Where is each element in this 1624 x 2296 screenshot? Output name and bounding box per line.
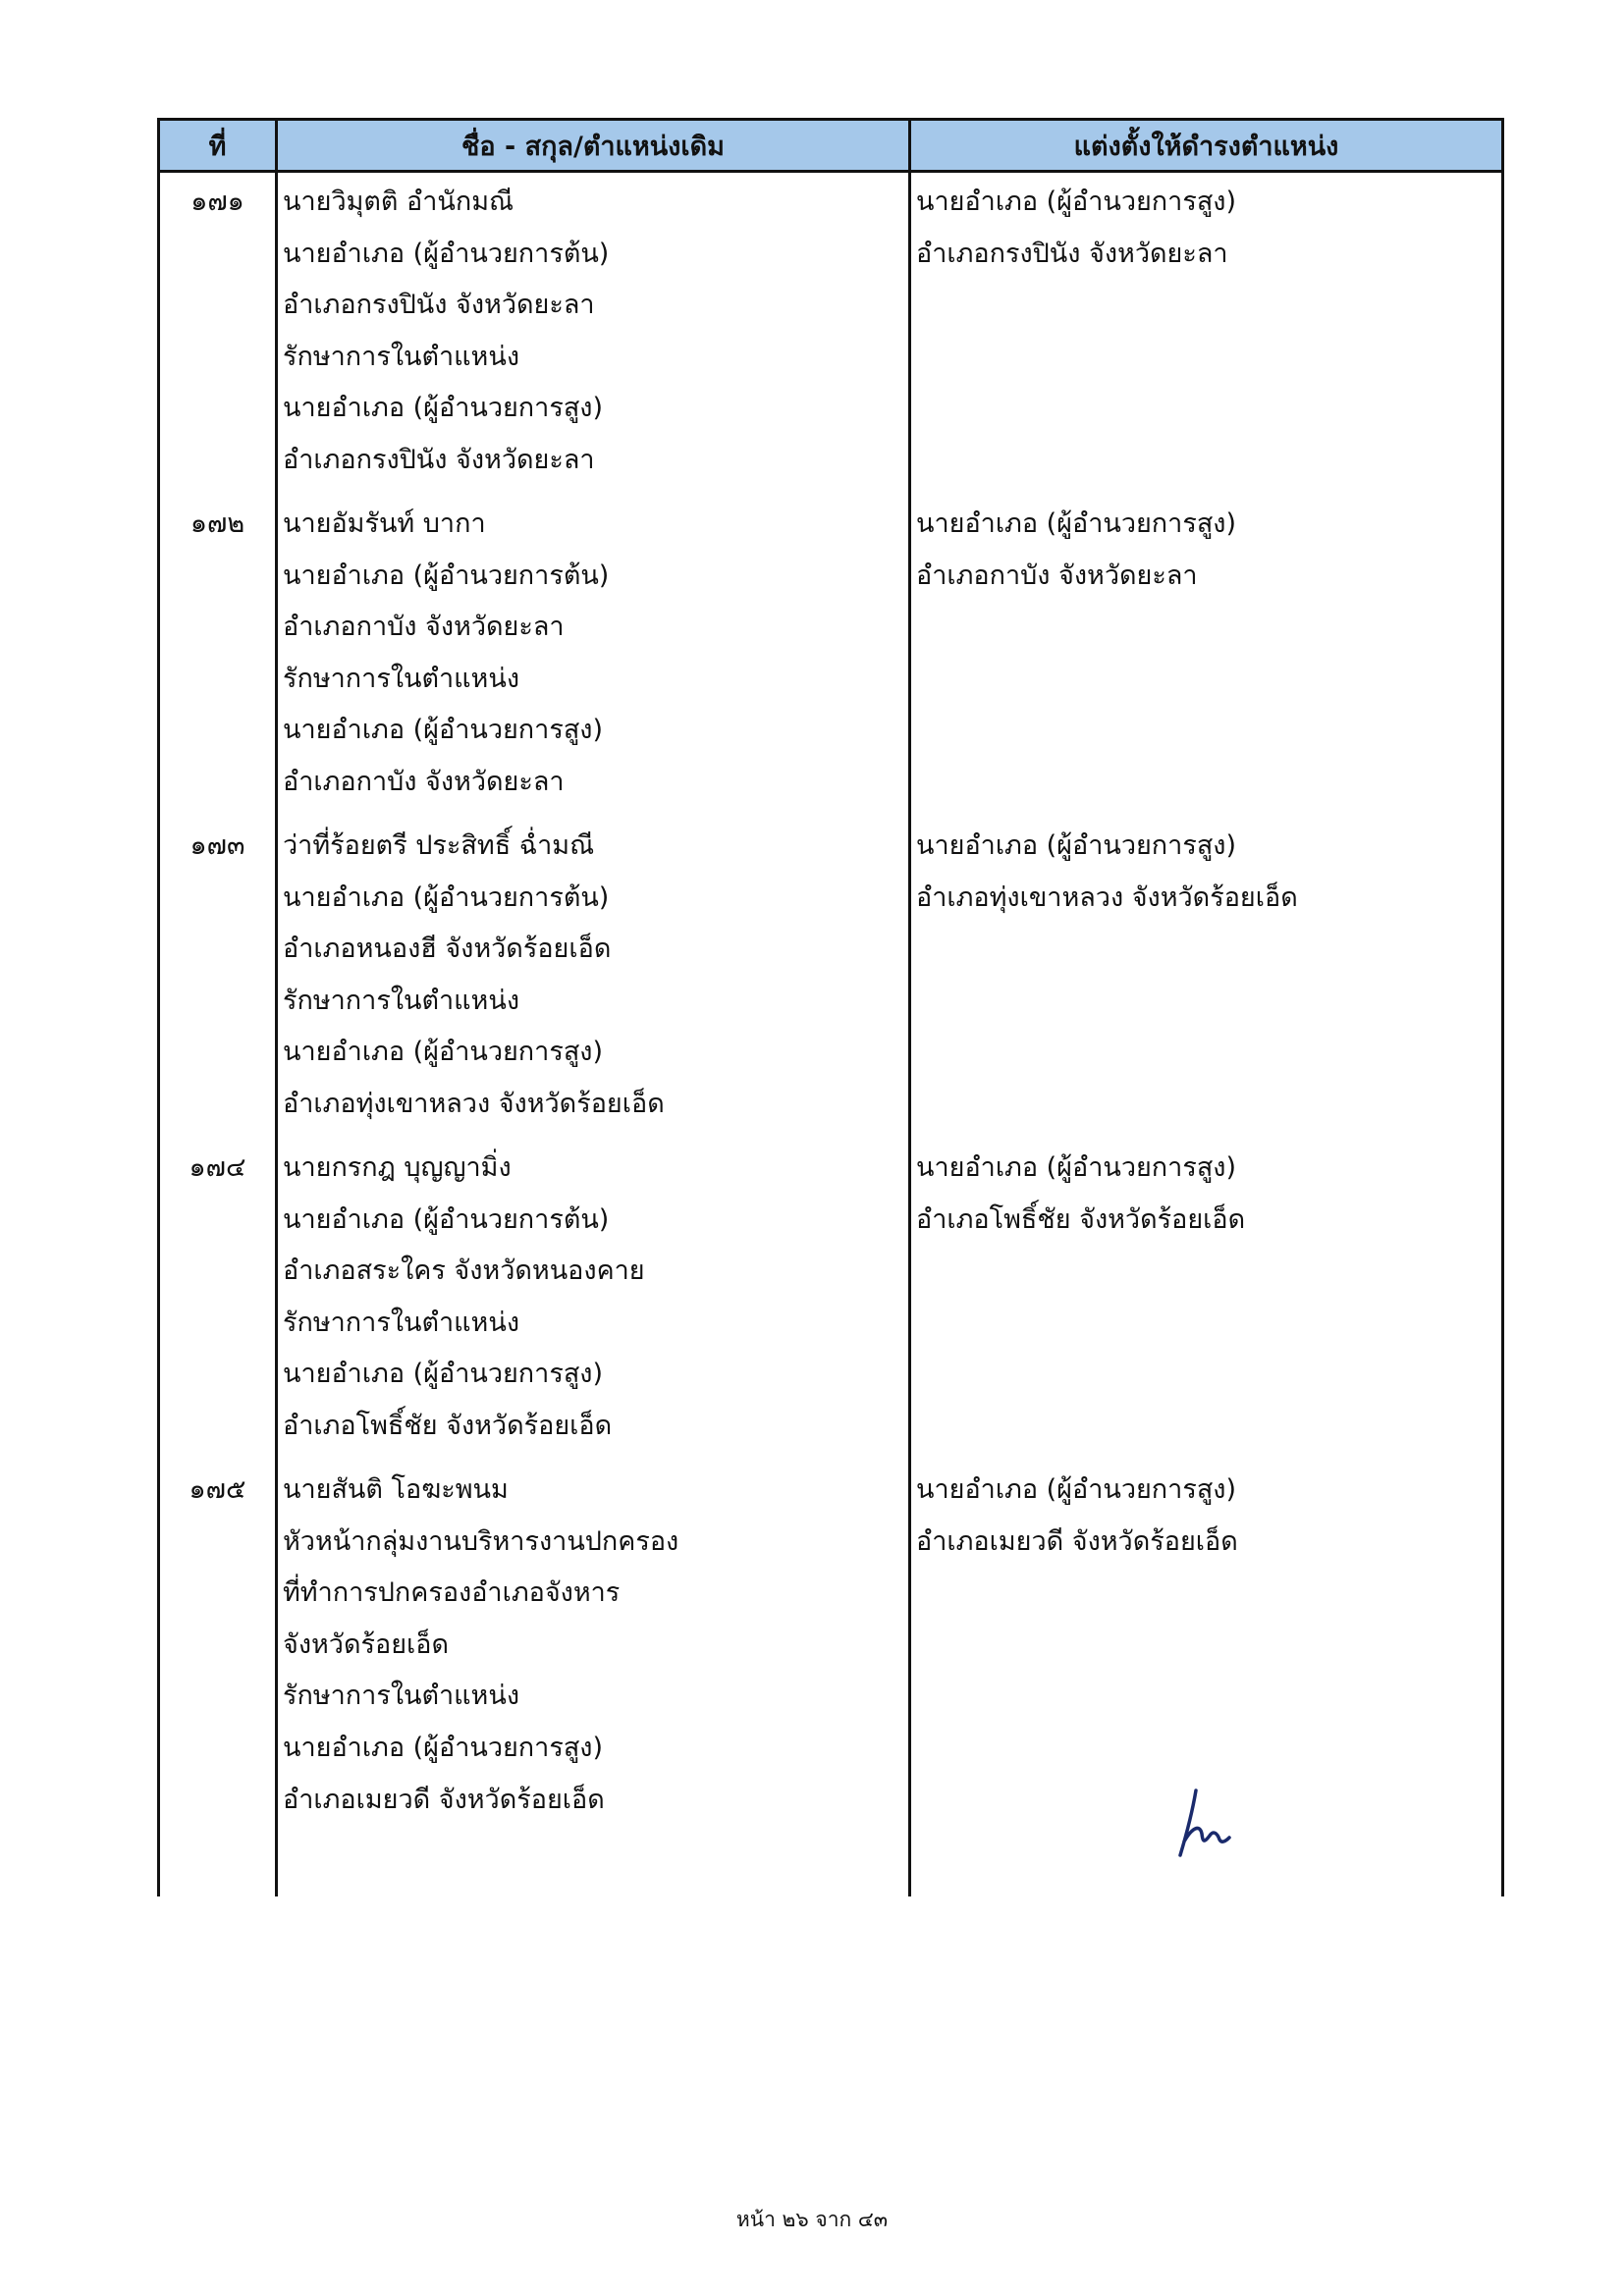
appointment-table xyxy=(157,118,1504,1896)
old-position-line: นายอำเภอ (ผู้อำนวยการสูง) xyxy=(283,1732,604,1763)
old-position-line: อำเภอกาบัง จังหวัดยะลา xyxy=(283,766,565,797)
appointment-line: อำเภอเมยวดี จังหวัดร้อยเอ็ด xyxy=(916,1525,1238,1557)
old-position-line: อำเภอทุ่งเขาหลวง จังหวัดร้อยเอ็ด xyxy=(283,1088,665,1119)
person-name: ว่าที่ร้อยตรี ประสิทธิ์ ฉ่ำมณี xyxy=(283,830,595,861)
old-position-line: นายอำเภอ (ผู้อำนวยการสูง) xyxy=(283,715,604,746)
appointment-line: นายอำเภอ (ผู้อำนวยการสูง) xyxy=(916,1152,1237,1183)
appointment-line: อำเภอโพธิ์ชัย จังหวัดร้อยเอ็ด xyxy=(916,1203,1246,1235)
appointment-cell xyxy=(916,177,1495,280)
old-position-line: นายอำเภอ (ผู้อำนวยการต้น) xyxy=(283,881,610,913)
row-number: ๑๗๒ xyxy=(189,508,245,539)
old-position-line: รักษาการในตำแหน่ง xyxy=(283,341,519,372)
person-name: นายกรกฎ บุญญามิ่ง xyxy=(283,1152,512,1183)
row-number: ๑๗๓ xyxy=(189,830,245,861)
name-position-cell xyxy=(283,177,901,487)
appointment-line: นายอำเภอ (ผู้อำนวยการสูง) xyxy=(916,508,1237,539)
appointment-cell xyxy=(916,1465,1495,1568)
person-name: นายสันติ โอฆะพนม xyxy=(283,1474,509,1505)
header-name-position: ชื่อ - สกุล/ตำแหน่งเดิม xyxy=(278,121,911,170)
row-number: ๑๗๔ xyxy=(189,1152,246,1183)
old-position-line: อำเภอเมยวดี จังหวัดร้อยเอ็ด xyxy=(283,1784,605,1815)
old-position-line: จังหวัดร้อยเอ็ด xyxy=(283,1629,450,1660)
row-number: ๑๗๑ xyxy=(190,187,244,217)
appointment-line: นายอำเภอ (ผู้อำนวยการสูง) xyxy=(916,187,1237,217)
old-position-line: นายอำเภอ (ผู้อำนวยการต้น) xyxy=(283,1203,610,1235)
appointment-line: นายอำเภอ (ผู้อำนวยการสูง) xyxy=(916,1474,1237,1505)
old-position-line: รักษาการในตำแหน่ง xyxy=(283,663,519,694)
old-position-line: อำเภอกรงปินัง จังหวัดยะลา xyxy=(283,444,595,475)
old-position-line: นายอำเภอ (ผู้อำนวยการต้น) xyxy=(283,560,610,591)
old-position-line: รักษาการในตำแหน่ง xyxy=(283,1307,519,1338)
old-position-line: อำเภอหนองฮี จังหวัดร้อยเอ็ด xyxy=(283,934,612,965)
old-position-line: นายอำเภอ (ผู้อำนวยการสูง) xyxy=(283,1359,604,1390)
header-appointment: แต่งตั้งให้ดำรงตำแหน่ง xyxy=(1073,131,1339,162)
appointment-cell xyxy=(916,821,1495,924)
column-divider xyxy=(275,173,278,1896)
old-position-line: อำเภอกาบัง จังหวัดยะลา xyxy=(283,612,565,643)
page-number: หน้า ๒๖ จาก ๔๓ xyxy=(735,2208,889,2231)
appointment-cell xyxy=(916,1143,1495,1246)
old-position-line: รักษาการในตำแหน่ง xyxy=(283,1681,519,1712)
old-position-line: อำเภอโพธิ์ชัย จังหวัดร้อยเอ็ด xyxy=(283,1410,613,1441)
signature-mark xyxy=(1174,1785,1233,1863)
old-position-line: นายอำเภอ (ผู้อำนวยการสูง) xyxy=(283,1037,604,1068)
appointment-line: อำเภอกาบัง จังหวัดยะลา xyxy=(916,560,1198,591)
person-name: นายวิมุตติ อำนักมณี xyxy=(283,187,514,217)
old-position-line: อำเภอกรงปินัง จังหวัดยะลา xyxy=(283,290,595,321)
name-position-cell xyxy=(283,1143,901,1453)
old-position-line: รักษาการในตำแหน่ง xyxy=(283,985,519,1016)
old-position-line: นายอำเภอ (ผู้อำนวยการต้น) xyxy=(283,238,610,269)
name-position-cell xyxy=(283,499,901,809)
old-position-line: นายอำเภอ (ผู้อำนวยการสูง) xyxy=(283,393,604,424)
table-header xyxy=(160,118,1501,173)
appointment-line: อำเภอทุ่งเขาหลวง จังหวัดร้อยเอ็ด xyxy=(916,881,1298,913)
column-divider xyxy=(908,173,911,1896)
appointment-line: อำเภอกรงปินัง จังหวัดยะลา xyxy=(916,238,1228,269)
appointment-line: นายอำเภอ (ผู้อำนวยการสูง) xyxy=(916,830,1237,861)
row-number: ๑๗๕ xyxy=(189,1474,246,1505)
appointment-cell xyxy=(916,499,1495,602)
old-position-line: หัวหน้ากลุ่มงานบริหารงานปกครอง xyxy=(283,1525,679,1557)
old-position-line: อำเภอสระใคร จังหวัดหนองคาย xyxy=(283,1255,645,1287)
name-position-cell xyxy=(283,1465,901,1826)
name-position-cell xyxy=(283,821,901,1131)
header-no: ที่ xyxy=(160,121,278,170)
old-position-line: ที่ทำการปกครองอำเภอจังหาร xyxy=(283,1577,621,1609)
person-name: นายอัมรันท์ บากา xyxy=(283,508,486,539)
